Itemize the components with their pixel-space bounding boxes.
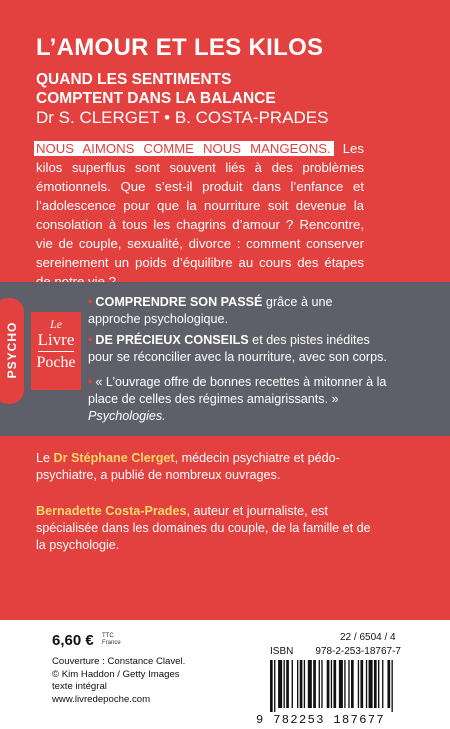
- highlight-text: et des pistes inédites pour se réconcilier avec la nourriture, avec son corps.: [88, 333, 387, 364]
- summary-paragraph: [36, 139, 364, 291]
- isbn-line: [270, 646, 423, 657]
- subtitle-line-1: QUAND LES SENTIMENTS: [36, 71, 232, 88]
- highlight-text: grâce à une approche psychologique.: [88, 295, 333, 326]
- summary-body: Les kilos superflus sont souvent liés à des problèmes émotionnels. Que s’est-il produit dans l’enfance et l’adolescence pour que la nourriture soit devenue la consolation à tous les chagrins d’amour ? Rencontre, vie de couple, sexualité, divorce : comment conserver sereinement un poids d’équilibre au cours des étapes: [36, 141, 364, 270]
- isbn-label: ISBN: [270, 646, 294, 657]
- book-subtitle: [36, 70, 276, 108]
- website-link[interactable]: www.livredepoche.com: [52, 693, 151, 705]
- product-code: 22 / 6504 / 4: [340, 632, 396, 643]
- highlight-item: • COMPRENDRE SON PASSÉ grâce à une approche psychologique.: [88, 295, 333, 326]
- credits: [52, 656, 185, 706]
- author-bio-text: , médecin psychiatre et pédo-psychiatre, a publié de nombreux ouvrages.: [36, 451, 340, 482]
- edition-note: texte intégral: [52, 681, 107, 692]
- livre-de-poche-logo: [31, 312, 81, 390]
- logo-poche: Poche: [36, 354, 76, 371]
- quote-source: Psychologies.: [88, 409, 166, 423]
- highlight-item: • DE PRÉCIEUX CONSEILS et des pistes inédites pour se réconcilier avec la nourriture, avec son corps.: [88, 333, 387, 364]
- price: 6,60 €: [52, 632, 94, 649]
- highlight-bold: COMPRENDRE SON PASSÉ: [95, 295, 263, 309]
- barcode: [268, 660, 438, 712]
- author-bio-clerget: Le Dr Stéphane Clerget, médecin psychiatre et pédo-psychiatre, a publié de nombreux ouvrages.: [36, 451, 340, 482]
- logo-le: Le: [50, 317, 62, 331]
- highlight-bold: DE PRÉCIEUX CONSEILS: [95, 333, 249, 347]
- author-bio-costa-prades: [36, 503, 376, 554]
- barcode-digits: 9 782253 187677: [256, 713, 386, 727]
- author-bio-text: , auteur et journaliste, est spécialisée dans les domaines du couple, de la famille et de la psychologie.: [36, 504, 371, 552]
- price-note: TTC France: [102, 633, 121, 646]
- cover-credit: Couverture : Constance Clavel.: [52, 656, 186, 667]
- logo-livre: Livre: [37, 330, 75, 349]
- footer-panel: [0, 620, 450, 729]
- author-name: Bernadette Costa-Prades: [36, 504, 187, 518]
- photo-credit: © Kim Haddon / Getty Images: [52, 668, 180, 680]
- isbn-number: 978-2-253-18767-7: [315, 646, 401, 657]
- quote-text: « L’ouvrage offre de bonnes recettes à mitonner à la place de celles des régimes amaigrissants. »: [88, 375, 387, 406]
- collection-tab-label: PSYCHO: [5, 321, 19, 379]
- highlight-quote: • « L’ouvrage offre de bonnes recettes à mitonner à la place de celles des régimes amaigrissants. » Psychologies.: [88, 375, 387, 423]
- author-name: Dr Stéphane Clerget: [53, 451, 175, 465]
- subtitle-line-2: COMPTENT DANS LA BALANCE: [36, 90, 276, 107]
- book-authors: Dr S. CLERGET • B. COSTA-PRADES: [36, 108, 329, 127]
- book-title: L’AMOUR ET LES KILOS: [36, 34, 324, 61]
- summary-lead: NOUS AIMONS COMME NOUS MANGEONS.: [34, 141, 334, 156]
- logo-divider: [38, 351, 74, 352]
